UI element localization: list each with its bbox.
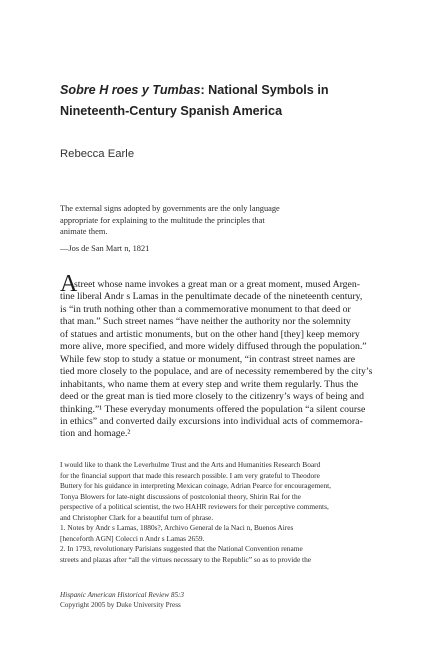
author-name: Rebecca Earle: [60, 148, 135, 160]
body-line: more alive, more specified, and more widely diffused through the population.”: [60, 341, 367, 353]
epigraph-line: The external signs adopted by governments are the only language: [60, 204, 280, 213]
body-line: tion and homage.²: [60, 428, 131, 440]
title-line-1: [60, 80, 390, 101]
body-paragraph: [60, 279, 382, 441]
body-line: that man.” Such street names “have neither the authority nor the solemnity: [60, 316, 351, 328]
body-first-line: street whose name invokes a great man or a great moment, mused Argen-: [74, 279, 361, 290]
title-rest-part: : National Symbols in: [200, 83, 329, 97]
page-footer: [60, 590, 184, 611]
article-title: [60, 80, 390, 122]
body-line: tied more closely to the populace, and are of necessity remembered by the city’s: [60, 366, 373, 378]
body-line: tine liberal Andr s Lamas in the penultimate decade of the nineteenth century,: [60, 291, 363, 303]
title-italic-part: Sobre H roes y Tumbas: [60, 83, 201, 97]
drop-cap: A: [60, 271, 78, 297]
note-line: Tonya Blowers for late-night discussions of postcolonial theory, Shirin Rai for the: [60, 491, 301, 501]
note-line: streets and plazas after “all the virtues necessary to the Republic” so as to provide the: [60, 554, 312, 564]
body-line: in ethics” and converted daily excursions into individual acts of commemora-: [60, 415, 363, 427]
body-line: deed or the great man is tied more closely to the citizenry’s ways of being and: [60, 391, 365, 403]
body-line: While few stop to study a statue or monument, “in contrast street names are: [60, 353, 356, 365]
copyright-notice: Copyright 2005 by Duke University Press: [60, 601, 181, 610]
epigraph-line: animate them.: [60, 227, 108, 237]
note-line: and Christopher Clark for a beautiful turn of phrase.: [60, 512, 214, 522]
body-line: of statues and artistic monuments, but on the other hand [they] keep memory: [60, 328, 360, 340]
epigraph-line: appropriate for explaining to the multitude the principles that: [60, 215, 265, 225]
note-line: 2. In 1793, revolutionary Parisians suggested that the National Convention rename: [60, 544, 303, 553]
epigraph: [60, 203, 360, 238]
title-line-2: Nineteenth-Century Spanish America: [60, 104, 283, 118]
body-line: thinking.”¹ These everyday monuments offered the population “a silent course: [60, 403, 366, 415]
body-line: inhabitants, who name them at every step and write them regularly. Thus the: [60, 378, 359, 390]
note-line: I would like to thank the Leverhulme Trust and the Arts and Humanities Research Board: [60, 460, 321, 469]
footnotes: [60, 460, 382, 565]
note-line: perspective of a political scientist, the two HAHR reviewers for their perceptive comments,: [60, 502, 329, 511]
epigraph-attribution: —Jos de San Mart n, 1821: [60, 244, 150, 253]
note-line: [henceforth AGN] Colecci n Andr s Lamas 2659.: [60, 533, 205, 543]
note-line: 1. Notes by Andr s Lamas, 1880s?, Archivo General de la Naci n, Buenos Aires: [60, 523, 294, 532]
note-line: Buttery for his guidance in interpreting Mexican coinage, Adrian Pearce for encouragement,: [60, 481, 332, 490]
body-line: is “in truth nothing other than a commemorative monument to that deed or: [60, 303, 351, 315]
note-line: for the financial support that made this research possible. I am very grateful to Theodore: [60, 470, 320, 480]
journal-citation: Hispanic American Historical Review 85:3: [60, 591, 185, 599]
